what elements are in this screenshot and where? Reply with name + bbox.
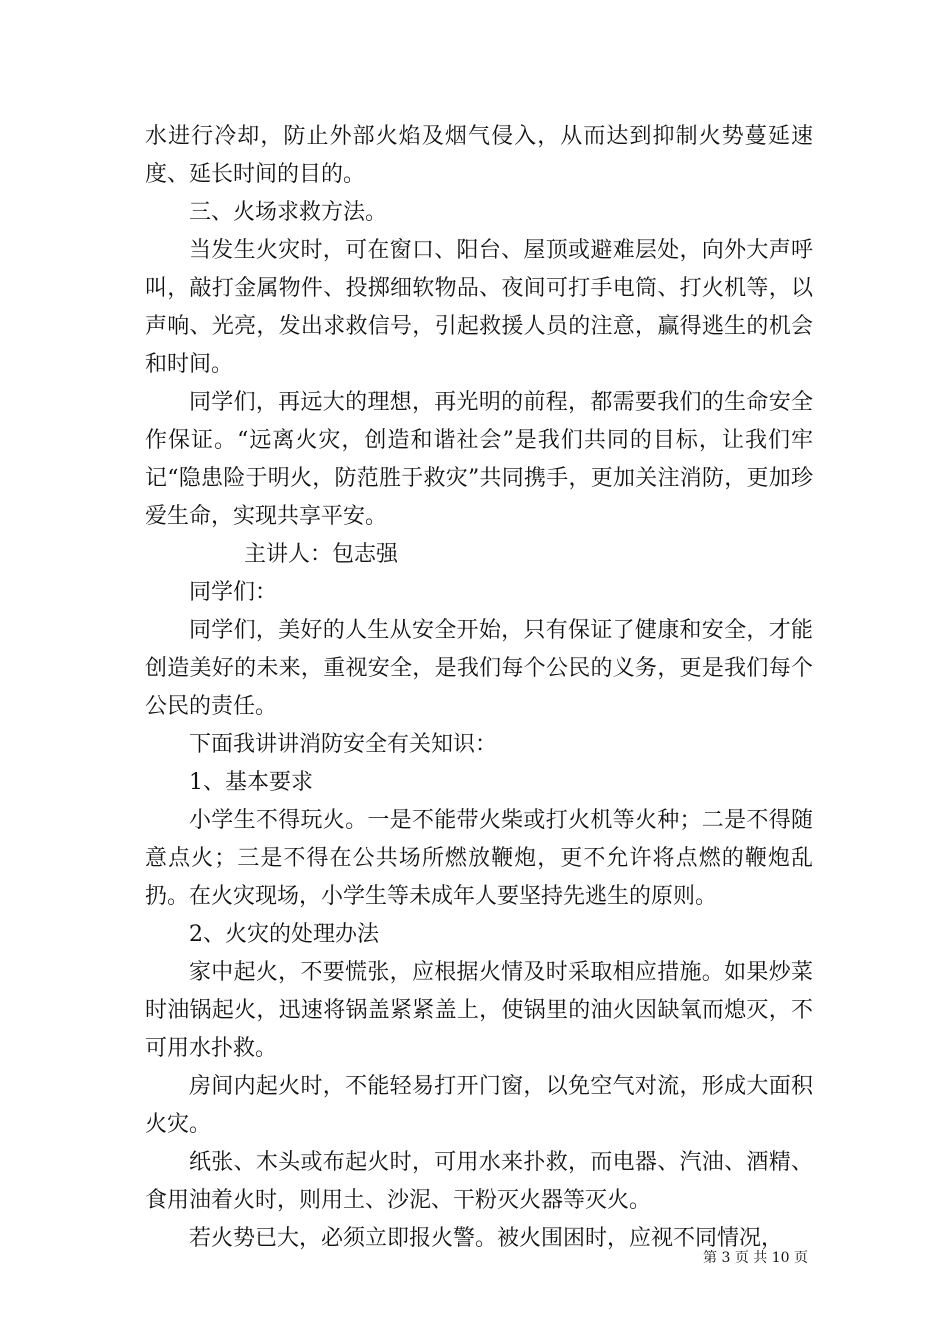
paragraph-rescue-signals: 当发生火灾时，可在窗口、阳台、屋顶或避难层处，向外大声呼叫，敲打金属物件、投掷细软物品、夜间可打手电筒、打火机等，以声响、光亮，发出求救信号，引起救援人员的注意，赢得逃生的机会和时间。 bbox=[145, 238, 813, 377]
paragraph-kitchen-fire: 家中起火，不要慌张，应根据火情及时采取相应措施。如果炒菜时油锅起火，迅速将锅盖紧紧盖上，使锅里的油火因缺氧而熄灭，不可用水扑救。 bbox=[145, 960, 813, 1061]
paragraph-closing-appeal: 同学们，再远大的理想，再光明的前程，都需要我们的生命安全作保证。“远离火灾，创造和谐社会”是我们共同的目标，让我们牢记“隐患险于明火，防范胜于救灾”共同携手，更加关注消防，更加珍爱生命，实现共享平安。 bbox=[145, 390, 813, 529]
paragraph-knowledge-intro: 下面我讲讲消防安全有关知识： bbox=[189, 732, 498, 757]
page-number-footer: 第 3 页 共 10 页 bbox=[703, 1250, 808, 1266]
salutation: 同学们： bbox=[189, 580, 278, 605]
speaker-line: 主讲人：包志强 bbox=[244, 542, 399, 567]
section-heading-fire-handling: 2、火灾的处理办法 bbox=[189, 922, 379, 947]
paragraph-cooling-continuation: 水进行冷却，防止外部火焰及烟气侵入，从而达到抑制火势蔓延速度、延长时间的目的。 bbox=[145, 124, 813, 187]
paragraph-room-fire: 房间内起火时，不能轻易打开门窗，以免空气对流，形成大面积火灾。 bbox=[145, 1074, 813, 1137]
document-body bbox=[145, 118, 813, 1258]
section-heading-rescue-methods: 三、火场求救方法。 bbox=[189, 200, 388, 225]
section-heading-basic-requirements: 1、基本要求 bbox=[189, 770, 313, 795]
paragraph-extinguishing-materials: 纸张、木头或布起火时，可用水来扑救，而电器、汽油、酒精、食用油着火时，则用土、沙泥、干粉灭火器等灭火。 bbox=[145, 1150, 813, 1213]
paragraph-safety-intro: 同学们，美好的人生从安全开始，只有保证了健康和安全，才能创造美好的未来，重视安全，是我们每个公民的义务，更是我们每个公民的责任。 bbox=[145, 618, 813, 719]
paragraph-call-fire-alarm: 若火势已大，必须立即报火警。被火围困时，应视不同情况， bbox=[189, 1226, 784, 1251]
paragraph-no-playing-with-fire: 小学生不得玩火。一是不能带火柴或打火机等火种；二是不得随意点火；三是不得在公共场所燃放鞭炮，更不允许将点燃的鞭炮乱扔。在火灾现场，小学生等未成年人要坚持先逃生的原则。 bbox=[145, 808, 813, 909]
